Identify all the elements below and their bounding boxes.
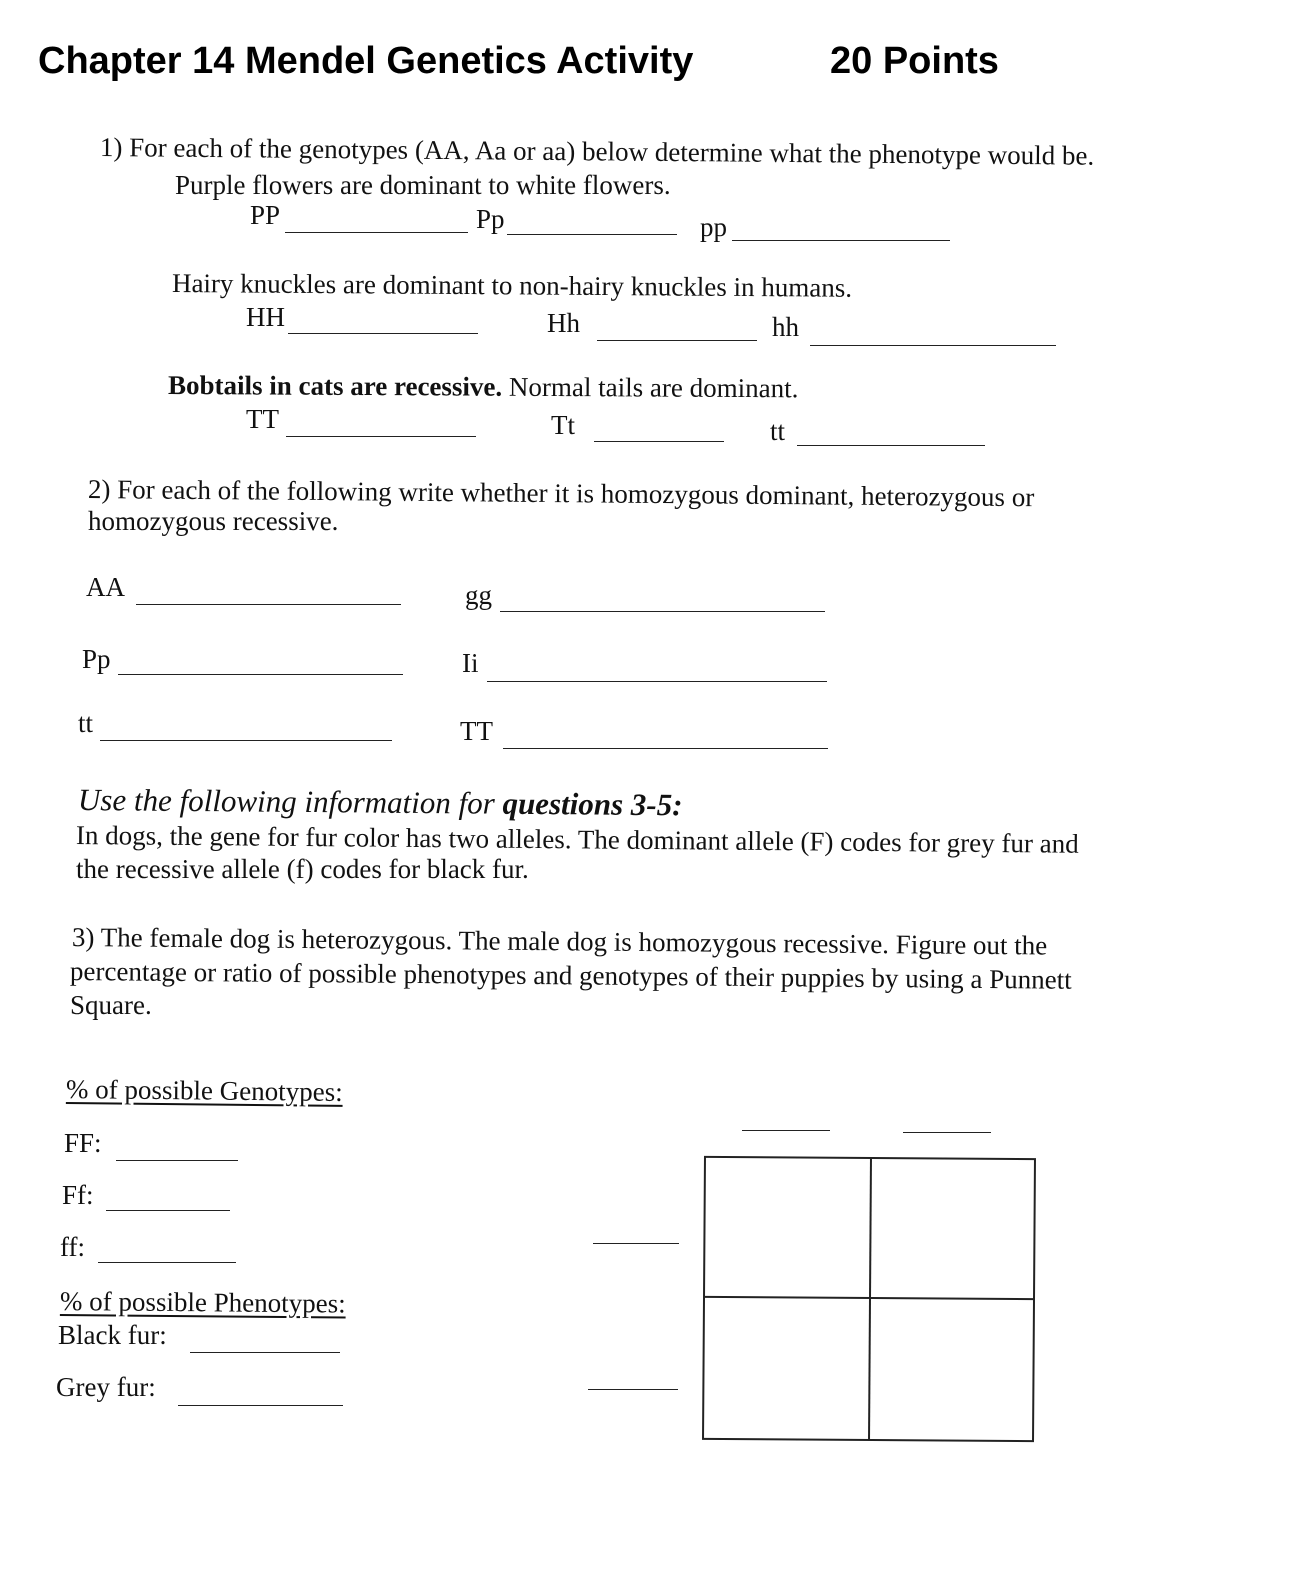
genotype-label: Pp: [476, 204, 505, 234]
punnett-square: [702, 1156, 1036, 1442]
answer-blank[interactable]: [594, 441, 724, 442]
genotype-item-label: Ff:: [62, 1180, 94, 1210]
genotypes-heading: % of possible Genotypes:: [65, 1074, 343, 1107]
q1-prompt: 1) For each of the genotypes (AA, Aa or aa) below determine what the phenotype would be.: [99, 132, 1095, 171]
worksheet-title: Chapter 14 Mendel Genetics Activity: [38, 40, 694, 82]
phenotype-item-label: Grey fur:: [56, 1372, 156, 1402]
info-line1: In dogs, the gene for fur color has two alleles. The dominant allele (F) codes for grey fur and: [75, 820, 1079, 859]
answer-blank[interactable]: [118, 674, 403, 675]
tails-statement-bold: Bobtails in cats are recessive.: [167, 370, 503, 402]
answer-blank[interactable]: [507, 234, 677, 235]
phenotypes-heading: % of possible Phenotypes:: [59, 1286, 346, 1319]
q1-knuckles-statement: Hairy knuckles are dominant to non-hairy knuckles in humans.: [171, 268, 853, 303]
allele-blank-top-left[interactable]: [742, 1130, 830, 1131]
info-heading-bold: questions 3-5:: [502, 785, 683, 823]
q2-genotype-label: AA: [86, 572, 125, 602]
q3-line3: Square.: [70, 990, 152, 1020]
phenotype-item-label: Black fur:: [58, 1320, 167, 1350]
info-line2: the recessive allele (f) codes for black fur.: [76, 854, 529, 884]
genotype-label: Hh: [547, 308, 580, 338]
genotype-label: pp: [700, 212, 727, 242]
q1-tails-statement: [168, 370, 799, 404]
q3-line2: percentage or ratio of possible phenotypes and genotypes of their puppies by using a Punnett: [69, 956, 1072, 995]
genotype-label: TT: [246, 404, 279, 434]
q2-genotype-label: TT: [460, 716, 493, 746]
genotype-label: tt: [770, 416, 786, 446]
genotype-item-label: ff:: [60, 1232, 85, 1262]
tails-statement-rest: Normal tails are dominant.: [502, 371, 799, 404]
answer-blank[interactable]: [500, 611, 825, 612]
answer-blank[interactable]: [487, 681, 827, 682]
q2-genotype-label: gg: [465, 580, 492, 610]
q3-line1: 3) The female dog is heterozygous. The male dog is homozygous recessive. Figure out the: [71, 922, 1048, 961]
q2-genotype-label: tt: [78, 708, 94, 738]
answer-blank[interactable]: [732, 240, 950, 241]
allele-blank-side-bottom[interactable]: [588, 1389, 678, 1390]
genotype-item-label: FF:: [64, 1128, 102, 1158]
q2-genotype-label: Ii: [462, 648, 479, 678]
answer-blank[interactable]: [178, 1405, 343, 1406]
answer-blank[interactable]: [288, 333, 478, 334]
info-heading-italic: Use the following information for: [77, 782, 503, 821]
answer-blank[interactable]: [116, 1160, 238, 1161]
allele-blank-top-right[interactable]: [903, 1132, 991, 1133]
q2-prompt-line2: homozygous recessive.: [88, 506, 339, 536]
genotype-label: hh: [772, 312, 799, 342]
points-label: 20 Points: [830, 40, 999, 82]
allele-blank-side-top[interactable]: [593, 1243, 679, 1244]
genotype-label: HH: [246, 302, 285, 332]
answer-blank[interactable]: [190, 1352, 340, 1353]
answer-blank[interactable]: [286, 436, 476, 437]
q2-prompt-line1: 2) For each of the following write whether it is homozygous dominant, heterozygous or: [87, 474, 1035, 513]
answer-blank[interactable]: [106, 1210, 230, 1211]
answer-blank[interactable]: [503, 748, 828, 749]
answer-blank[interactable]: [797, 445, 985, 446]
genotype-label: PP: [250, 200, 281, 230]
answer-blank[interactable]: [810, 345, 1056, 346]
answer-blank[interactable]: [597, 340, 757, 341]
q1-flowers-statement: Purple flowers are dominant to white flowers.: [175, 170, 671, 200]
info-heading: [78, 782, 683, 823]
answer-blank[interactable]: [100, 740, 392, 741]
answer-blank[interactable]: [98, 1262, 236, 1263]
q2-genotype-label: Pp: [82, 644, 111, 674]
answer-blank[interactable]: [136, 604, 401, 605]
answer-blank[interactable]: [285, 232, 468, 233]
genotype-label: Tt: [551, 410, 575, 440]
